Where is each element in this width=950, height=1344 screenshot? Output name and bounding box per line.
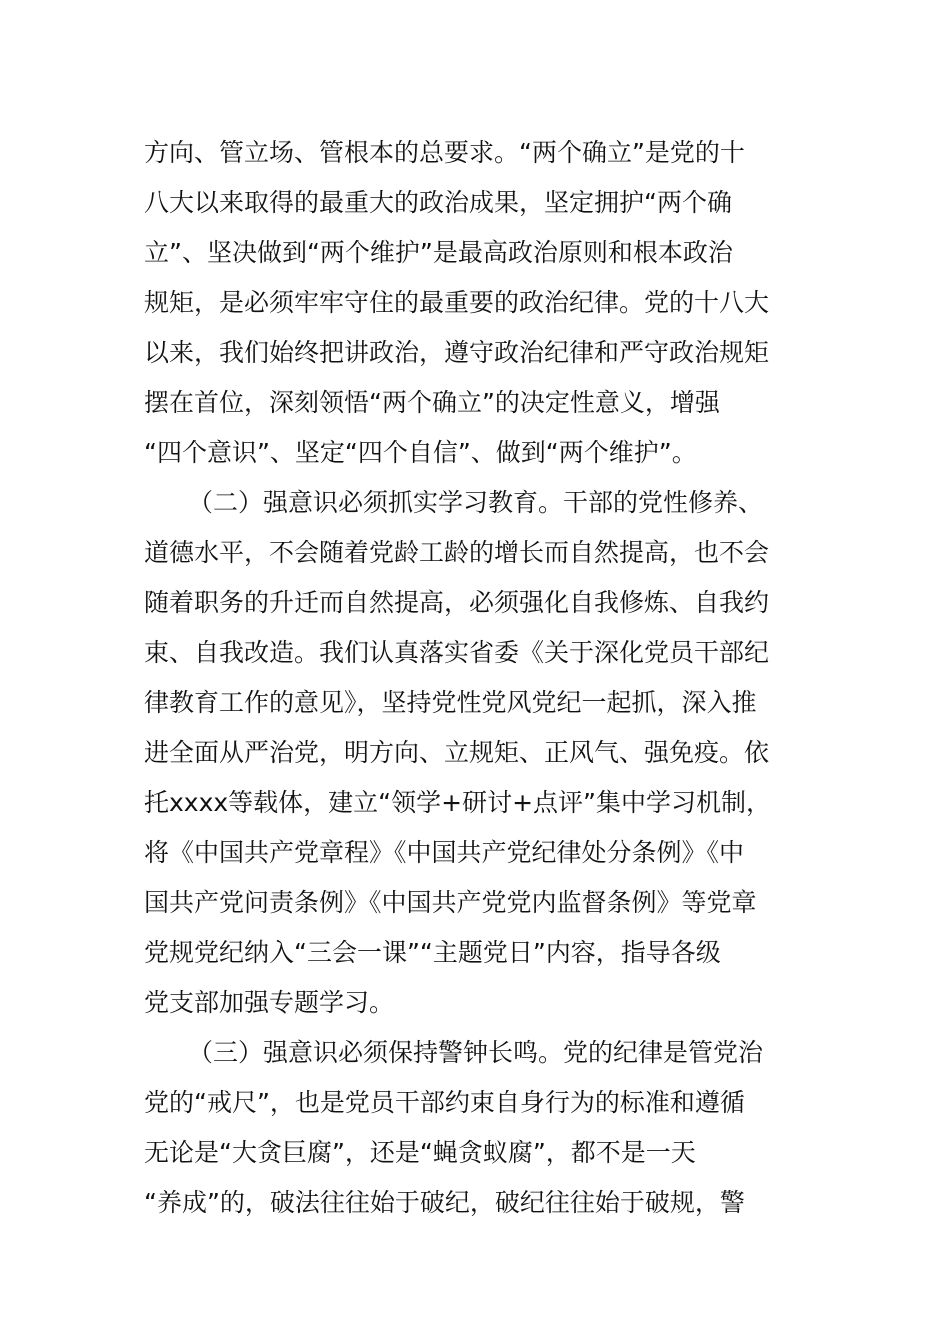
text-line: 将《中国共产党章程》《中国共产党纪律处分条例》《中 (144, 838, 745, 867)
text-line: （三）强意识必须保持警钟长鸣。党的纪律是管党治 (188, 1038, 764, 1067)
text-line: 道德水平，不会随着党龄工龄的增长而自然提高，也不会 (144, 538, 770, 567)
text-line: 八大以来取得的最重大的政治成果，坚定拥护“两个确 (144, 188, 732, 217)
text-line: 律教育工作的意见》，坚持党性党风党纪一起抓，深入推 (144, 688, 757, 717)
text-line: 党支部加强专题学习。 (144, 988, 395, 1017)
text-line: 国共产党问责条例》《中国共产党党内监督条例》等党章 (144, 888, 757, 917)
text-line: 方向、管立场、管根本的总要求。“两个确立”是党的十 (144, 138, 745, 167)
text-line: 束、自我改造。我们认真落实省委《关于深化党员干部纪 (144, 638, 770, 667)
text-line: 随着职务的升迁而自然提高，必须强化自我修炼、自我约 (144, 588, 770, 617)
text-line: 进全面从严治党，明方向、立规矩、正风气、强免疫。依 (144, 738, 770, 767)
text-line: 立”、坚决做到“两个维护”是最高政治原则和根本政治 (144, 238, 733, 267)
text-line: 党的“戒尺”，也是党员干部约束自身行为的标准和遵循 (144, 1088, 745, 1117)
text-line: （二）强意识必须抓实学习教育。干部的党性修养、 (188, 488, 764, 517)
text-line: 以来，我们始终把讲政治，遵守政治纪律和严守政治规矩 (144, 338, 770, 367)
text-line: 无论是“大贪巨腐”，还是“蝇贪蚁腐”，都不是一天 (144, 1138, 696, 1167)
text-line: 规矩，是必须牢牢守住的最重要的政治纪律。党的十八大 (144, 288, 770, 317)
text-line: “养成”的，破法往往始于破纪，破纪往往始于破规，警 (144, 1188, 745, 1217)
text-line: “四个意识”、坚定“四个自信”、做到“两个维护”。 (144, 438, 697, 467)
text-line: 党规党纪纳入“三会一课”“主题党日”内容，指导各级 (144, 938, 721, 967)
document-body (144, 128, 814, 1228)
text-line: 托xxxx等载体，建立“领学+研讨+点评”集中学习机制， (144, 788, 771, 817)
text-line: 摆在首位，深刻领悟“两个确立”的决定性意义，增强 (144, 388, 720, 417)
